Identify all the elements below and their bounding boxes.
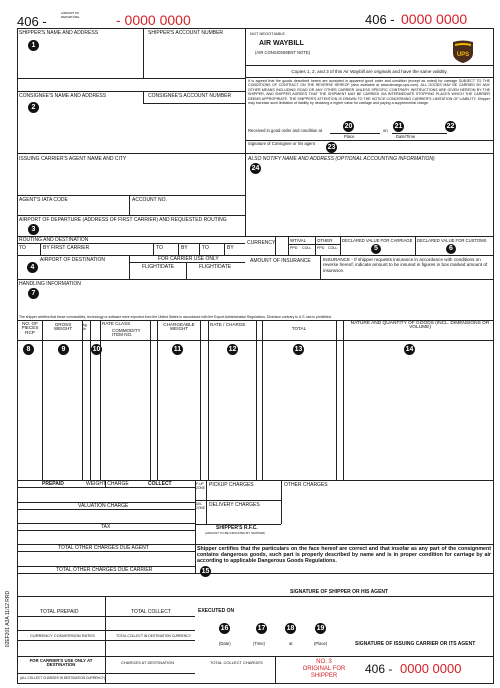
consignee-account-label: CONSIGNEE'S ACCOUNT NUMBER xyxy=(148,93,232,99)
received-label: Received in good order and condition at xyxy=(248,128,323,133)
at-label: at xyxy=(289,641,293,646)
place-label: Place xyxy=(344,134,355,139)
header-left-prefix: 406 - xyxy=(17,14,47,29)
marker-13: 13 xyxy=(294,346,303,353)
rate-class-label: RATE CLASS xyxy=(102,321,131,326)
commodity-label: COMMODITY ITEM NO. xyxy=(112,328,141,338)
no3-label: NO. 3 xyxy=(316,659,332,665)
marker-21: 21 xyxy=(394,123,403,130)
header-left-number: - 0000 0000 xyxy=(116,12,191,28)
shipper-name-label: SHIPPER'S NAME AND ADDRESS xyxy=(19,30,99,36)
marker-24: 24 xyxy=(251,165,260,172)
shipper-rfc-label: SHIPPER'S R.F.C. xyxy=(216,525,258,531)
flight-date-1: FLIGHT/DATE xyxy=(142,264,175,270)
marker-22: 22 xyxy=(446,123,455,130)
charges-dest-label: CHARGES AT DESTINATION xyxy=(121,660,175,665)
currency-rates-label: CURRENCY CONVERSION RATES xyxy=(30,633,95,638)
copies-note: Copies 1, 2, and 3 of this Air Waybill are originals and have the same validity. xyxy=(291,69,448,74)
weight-charge-label: WEIGHT CHARGE xyxy=(86,481,129,487)
flight-date-2: FLIGHT/DATE xyxy=(199,264,232,270)
gross-weight-label: GROSS WEIGHT xyxy=(53,322,73,332)
wt-val-label: WT/VAL xyxy=(290,238,307,243)
footer-number: 0000 0000 xyxy=(400,661,462,676)
marker-17: 17 xyxy=(257,625,266,632)
total-collect-charges-label: TOTAL COLLECT CHARGES xyxy=(210,660,263,665)
ups-logo xyxy=(452,40,474,64)
declared-customs-label: DECLARED VALUE FOR CUSTOMS xyxy=(417,238,487,243)
marker-6: 6 xyxy=(446,244,456,254)
airport-of-departure-label: AIRPORT OF DEPARTURE xyxy=(61,11,80,19)
carrier-use-label: FOR CARRIER USE ONLY xyxy=(158,256,219,262)
valuation-label: VALUATION CHARGE xyxy=(78,503,129,509)
marker-3: 3 xyxy=(28,224,39,235)
datetime-label: Date/Time xyxy=(396,134,416,139)
marker-1: 1 xyxy=(28,40,39,51)
not-negotiable: NOT NEGOTIABLE xyxy=(250,31,286,36)
pieces-label: NO. OF PIECES RCP xyxy=(21,321,39,335)
collect-changes-note: (ALL COLLECT CHARGES IN DESTINATION CURRENCY) xyxy=(20,676,105,680)
export-note: The shipper certifies that these commodities, technology or software were exported from the United States in accordance with the Export Administration Regulations. Diversion contrary to U.S. law is prohibited. xyxy=(19,315,332,319)
total-label: TOTAL xyxy=(291,326,307,331)
to3-label: TO xyxy=(202,245,209,251)
airport-departure-label: AIRPORT OF DEPARTURE (ADDRESS OF FIRST CARRIER) AND REQUESTED ROUTING xyxy=(19,217,227,223)
total-collect-label: TOTAL COLLECT xyxy=(131,609,171,615)
air-waybill-title: AIR WAYBILL xyxy=(259,40,304,47)
other-charges-label: OTHER CHARGES xyxy=(284,482,328,488)
certify-text: Shipper certifies that the particulars on the face hereof are correct and that insofar as any part of the consignment contains dangerous goods, such part is properly described by name and is in proper condition for carriage by air according to applicable Dangerous Goods Regulations. xyxy=(197,546,491,564)
marker-14: 14 xyxy=(405,346,414,353)
tax-label: TAX xyxy=(101,524,111,530)
by2-label: BY xyxy=(181,245,188,251)
sig-shipper-label: SIGNATURE OF SHIPPER OR HIS AGENT xyxy=(290,589,389,595)
signature-consignee-label: Signature of Consignee or his agent xyxy=(248,141,315,146)
pickup-label: PICKUP CHARGES xyxy=(209,482,254,488)
collect-dest-label: TOTAL COLLECT IN DESTINATION CURRENCY xyxy=(116,634,191,638)
marker-5: 5 xyxy=(371,244,381,254)
ppd-label: PPD xyxy=(290,246,298,250)
marker-23: 23 xyxy=(327,144,336,151)
iata-code-label: AGENT'S IATA CODE xyxy=(19,197,68,203)
header-right-prefix: 406 - xyxy=(365,12,395,27)
by-first-carrier-label: BY FIRST CARRIER xyxy=(43,245,90,251)
shipper-label: SHIPPER xyxy=(310,673,338,679)
currency-label: CURRENCY xyxy=(247,240,276,246)
to-label: TO xyxy=(19,245,26,251)
header-right-number: 0000 0000 xyxy=(401,11,468,27)
delivery-label: DELIVERY CHARGES xyxy=(209,502,260,508)
original-label: ORIGINAL FOR xyxy=(302,666,346,672)
chargeable-label: CHARGEABLE WEIGHT xyxy=(163,322,195,332)
kg-label: kg lb xyxy=(83,323,87,332)
shipper-account-label: SHIPPER'S ACCOUNT NUMBER xyxy=(148,30,224,36)
executed-on-label: EXECUTED ON xyxy=(198,608,235,614)
consignee-name-label: CONSIGNEE'S NAME AND ADDRESS xyxy=(19,93,107,99)
carrier-dest-label: FOR CARRIER'S USE ONLY AT DESTINATION xyxy=(29,658,93,668)
account-no-label: ACCOUNT NO. xyxy=(132,197,167,203)
on-label: on xyxy=(383,128,388,133)
other-label: OTHER xyxy=(317,238,333,243)
collect-label: COLLECT xyxy=(148,481,172,487)
ups-logo-text: UPS xyxy=(456,52,470,58)
total-other-carrier-label: TOTAL OTHER CHARGES DUE CARRIER xyxy=(56,567,153,573)
issuing-agent-label: ISSUING CARRIER'S AGENT NAME AND CITY xyxy=(19,156,127,162)
terms-text: It is agreed that the goods described herein are accepted in apparent good order and condition (except as noted) for carriage SUBJECT TO THE CONDITIONS OF CONTRACT ON THE REVERSE HEREOF (also available at www.aircargo.ups.com). ALL GOODS MAY BE CARRIED BY ANY OTHER MEANS INCLUDING ROAD OR ANY OTHER CARRIER UNLESS SPECIFIC CONTRARY INSTRUCTIONS ARE GIVEN HEREON BY THE SHIPPER, AND SHIPPER AGREES THAT THE SHIPMENT MAY BE CARRIED VIA INTERMEDIATE STOPPING PLACES WHICH THE CARRIER DEEMS APPROPRIATE. THE SHIPPER'S ATTENTION IS DRAWN TO THE NOTICE CONCERNING CARRIER'S LIMITATION OF LIABILITY. Shipper may increase such limitation of liability by declaring a higher value for carriage and paying a supplemental charge. xyxy=(248,79,490,106)
rfc-note: (AMOUNT TO BE INDICATED BY SHIPPER) xyxy=(205,531,266,535)
marker-8: 8 xyxy=(23,344,34,355)
to2-label: TO xyxy=(156,245,163,251)
routing-label: ROUTING AND DESTINATION xyxy=(19,237,89,243)
marker-19: 19 xyxy=(316,625,325,632)
prepaid-label: PREPAID xyxy=(42,481,64,487)
place-paren-label: (Place) xyxy=(314,641,328,646)
marker-10: 10 xyxy=(92,346,101,353)
handling-label: HANDLING INFORMATION xyxy=(19,281,81,287)
marker-4: 4 xyxy=(27,262,38,273)
rate-charge-label: RATE / CHARGE xyxy=(210,322,246,327)
also-notify-label: ALSO NOTIFY NAME AND ADDRESS (OPTIONAL ACCOUNTING INFORMATION) xyxy=(248,156,435,162)
pup-zone-label: P-UP ZONE xyxy=(196,482,205,491)
marker-9: 9 xyxy=(58,344,69,355)
ppd2-label: PPD xyxy=(317,246,325,250)
date-label: (Date) xyxy=(219,641,231,646)
coll-label: COLL xyxy=(302,246,312,250)
airport-destination-label: AIRPORT OF DESTINATION xyxy=(40,257,106,263)
amount-insurance-label: AMOUNT OF INSURANCE xyxy=(250,258,311,264)
nature-label: NATURE AND QUANTITY OF GOODS (INCL. DIMENSIONS OR VOLUME) xyxy=(350,321,490,331)
insurance-note: INSURANCE - If shipper requests insurance in accordance with conditions on reverse hereof, indicate amount to be insured in figures in box marked amount of insurance. xyxy=(323,257,488,273)
sig-issuing-label: SIGNATURE OF ISSUING CARRIER OR ITS AGENT xyxy=(355,641,476,647)
footer-prefix: 406 - xyxy=(365,662,393,676)
declared-carriage-label: DECLARED VALUE FOR CARRIAGE xyxy=(342,238,413,243)
total-other-agent-label: TOTAL OTHER CHARGES DUE AGENT xyxy=(58,545,149,551)
total-prepaid-label: TOTAL PREPAID xyxy=(40,609,79,615)
time-label: (Time) xyxy=(253,641,265,646)
marker-15: 15 xyxy=(201,568,210,575)
marker-16: 16 xyxy=(220,625,229,632)
marker-7: 7 xyxy=(28,288,39,299)
marker-11: 11 xyxy=(173,346,182,353)
marker-18: 18 xyxy=(286,625,295,632)
marker-2: 2 xyxy=(28,102,39,113)
side-code: 02EF201 A3A 11/12 RRD xyxy=(4,590,11,648)
coll2-label: COLL xyxy=(328,246,338,250)
by3-label: BY xyxy=(227,245,234,251)
del-zone-label: DEL ZONE xyxy=(196,502,205,511)
marker-12: 12 xyxy=(228,346,237,353)
marker-20: 20 xyxy=(344,123,353,130)
air-consignment-note: (AIR CONSIGNMENT NOTE) xyxy=(255,50,311,55)
